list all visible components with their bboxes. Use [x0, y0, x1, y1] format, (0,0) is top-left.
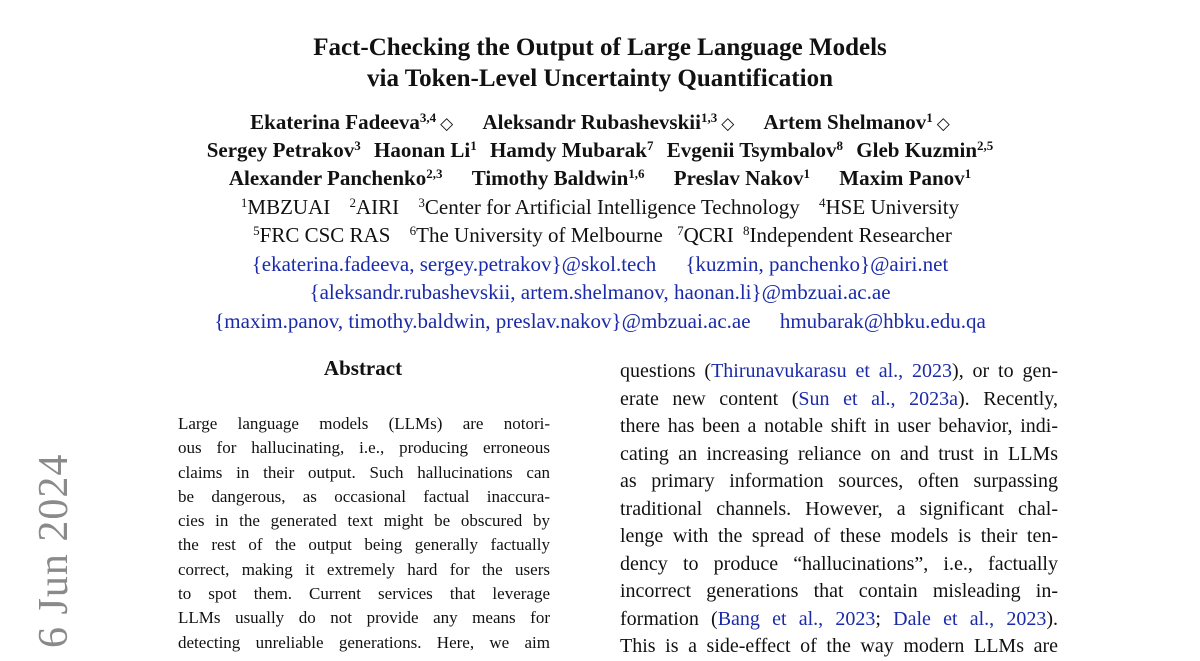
abstract-line: cies in the generated text might be obscured by: [178, 511, 550, 531]
affiliation: $^1$MBZUAI: [240, 195, 331, 219]
intro-line: traditional channels. However, a significant chal-: [620, 497, 1058, 520]
author: Aleksandr Rubashevskii$^{1,3}$ ◇: [482, 110, 735, 134]
email-row-1: [0, 250, 1200, 278]
author: Artem Shelmanov$^1$ ◇: [763, 110, 950, 134]
abstract-line: ous for hallucinating, i.e., producing erroneous: [178, 438, 550, 458]
author: Preslav Nakov$^1$: [673, 166, 810, 190]
affiliation: $^7$QCRI: [677, 223, 734, 247]
affiliation: $^8$Independent Researcher: [743, 223, 952, 247]
author: Hamdy Mubarak$^7$: [490, 138, 654, 162]
paper-title-line-2: via Token-Level Uncertainty Quantification: [367, 65, 833, 92]
author: Evgenii Tsymbalov$^8$: [666, 138, 844, 162]
abstract-heading: Abstract: [323, 356, 403, 380]
author-row-1: [0, 108, 1200, 138]
intro-line: lenge with the spread of these models is their ten-: [620, 525, 1058, 547]
introduction-column: [620, 358, 1058, 661]
author: Sergey Petrakov$^3$: [206, 138, 361, 162]
email-link[interactable]: {aleksandr.rubashevskii, artem.shelmanov, haonan.li}@mbzuai.ac.ae: [309, 280, 891, 304]
intro-line: dency to produce “hallucinations”, i.e., factually: [620, 552, 1058, 575]
intro-line: there has been a notable shift in user behavior, indi-: [620, 415, 1058, 437]
author-row-2: [0, 136, 1200, 164]
intro-line: This is a side-effect of the way modern LLMs are: [620, 635, 1058, 657]
intro-line: incorrect generations that contain misleading in-: [620, 580, 1058, 602]
abstract-line: LLMs usually do not provide any means for: [178, 608, 550, 628]
author-row-3: [0, 164, 1200, 192]
intro-line: cating an increasing reliance on and trust in LLMs: [620, 442, 1058, 465]
affiliation: $^6$The University of Melbourne: [409, 223, 663, 247]
citation-link[interactable]: Thirunavukarasu et al., 2023: [711, 360, 953, 382]
affiliation-row-1: [0, 193, 1200, 221]
email-link[interactable]: {ekaterina.fadeeva, sergey.petrakov}@skol.tech: [251, 252, 657, 276]
email-row-2: [0, 278, 1200, 306]
citation-link[interactable]: Bang et al., 2023: [717, 607, 876, 630]
affiliation: $^4$HSE University: [819, 195, 960, 219]
author: Gleb Kuzmin$^{2,5}$: [856, 138, 994, 162]
citation-link[interactable]: Sun et al., 2023a: [798, 387, 958, 410]
intro-line: as primary information sources, often surpassing: [620, 470, 1058, 492]
abstract-line: detecting unreliable generations. Here, we aim: [178, 632, 550, 652]
paper-title-line-1: Fact-Checking the Output of Large Language Models: [313, 34, 887, 61]
abstract-line: correct, making it extremely hard for the users: [178, 559, 550, 579]
email-link[interactable]: hmubarak@hbku.edu.qa: [779, 309, 986, 333]
author: Alexander Panchenko$^{2,3}$: [228, 166, 443, 190]
author: Timothy Baldwin$^{1,6}$: [471, 166, 645, 190]
intro-line: formation (Bang et al., 2023; Dale et al., 2023).: [620, 607, 1058, 630]
author: Ekaterina Fadeeva$^{3,4}$ ◇: [250, 110, 454, 134]
affiliation: $^2$AIRI: [349, 195, 400, 219]
abstract-line: claims in their output. Such hallucinations can: [178, 462, 550, 482]
arxiv-date-watermark: 6 Jun 2024: [31, 453, 77, 648]
abstract-line: the rest of the output being generally factually: [178, 535, 550, 555]
abstract-line: to spot them. Current services that leverage: [178, 584, 550, 604]
email-link[interactable]: {kuzmin, panchenko}@airi.net: [685, 252, 949, 276]
email-row-3: [0, 307, 1200, 335]
affiliation: $^5$FRC CSC RAS: [253, 223, 391, 247]
intro-line: questions (Thirunavukarasu et al., 2023), or to gen-: [620, 360, 1059, 382]
abstract-body: [178, 412, 550, 655]
intro-line: erate new content (Sun et al., 2023a). Recently,: [620, 387, 1058, 410]
citation-link[interactable]: Dale et al., 2023: [893, 607, 1047, 630]
affiliation-row-2: [0, 221, 1200, 249]
email-link[interactable]: {maxim.panov, timothy.baldwin, preslav.nakov}@mbzuai.ac.ae: [214, 309, 751, 333]
author: Haonan Li$^1$: [373, 138, 477, 162]
author: Maxim Panov$^1$: [839, 166, 972, 190]
abstract-line: Large language models (LLMs) are notori-: [178, 414, 550, 433]
affiliation: $^3$Center for Artificial Intelligence Technology: [418, 195, 800, 219]
abstract-line: be dangerous, as occasional factual inaccura-: [178, 486, 550, 506]
